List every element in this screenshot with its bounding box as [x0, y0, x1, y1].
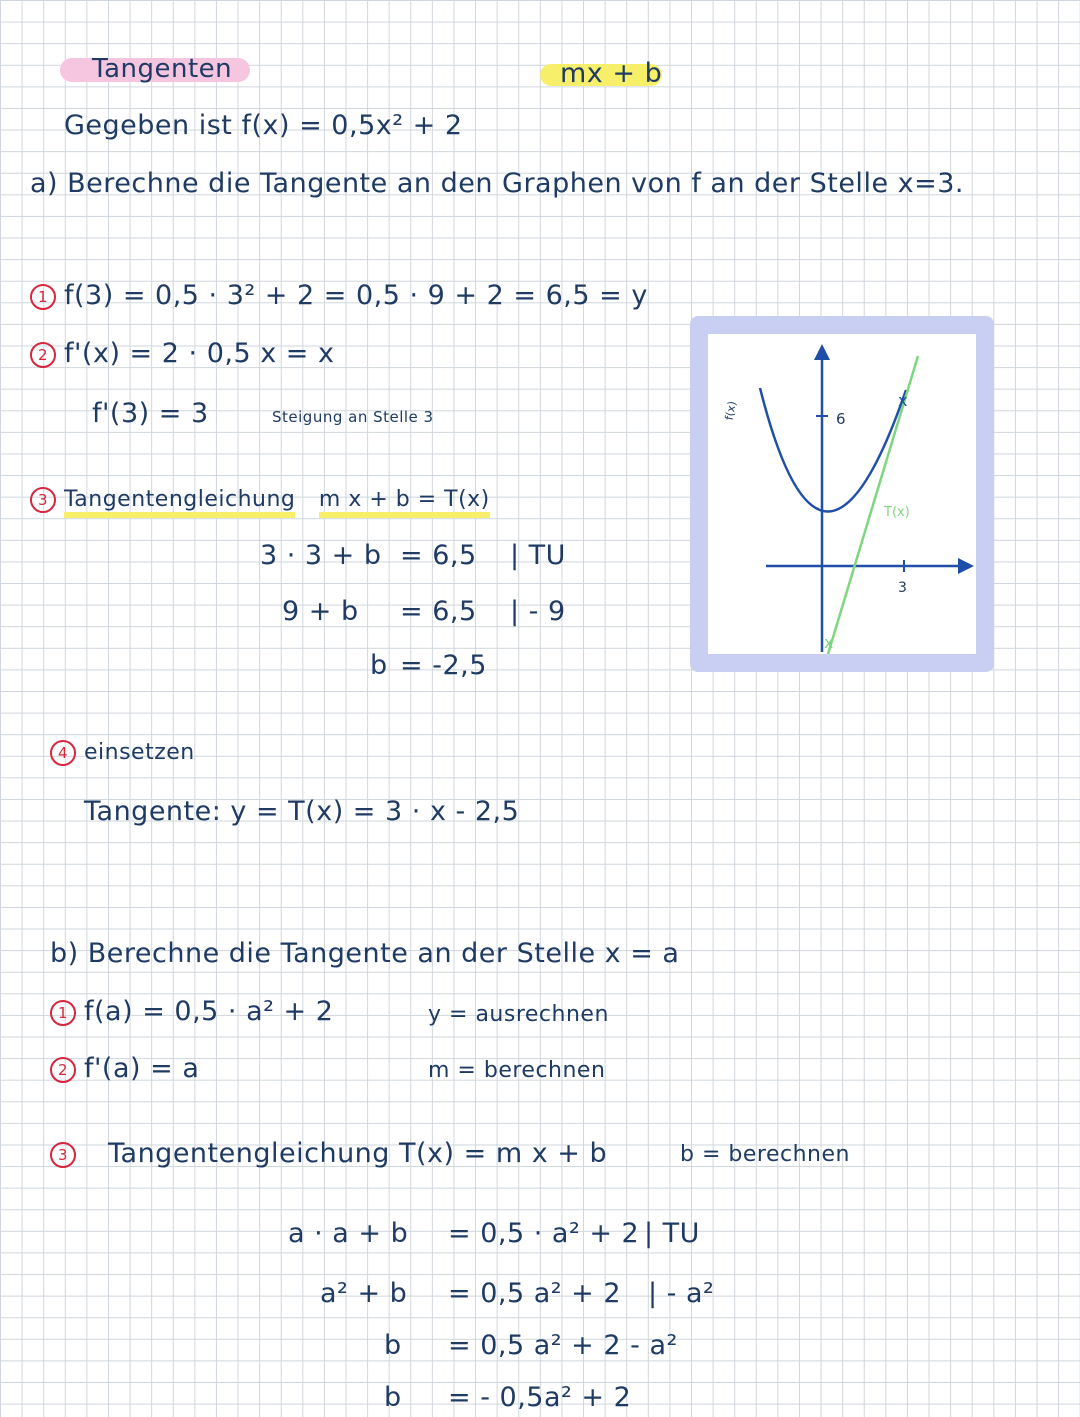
- task-b: b) Berechne die Tangente an der Stelle x = a: [50, 938, 680, 969]
- step-a4-label: einsetzen: [84, 740, 195, 765]
- step-a2: [30, 340, 334, 368]
- step-b2-text: f'(a) = a: [84, 1053, 200, 1084]
- tangent-mark: x: [824, 633, 834, 652]
- step-a1: [30, 282, 648, 310]
- eq-b1-right: = 0,5 · a² + 2: [448, 1218, 640, 1249]
- step-a4: [50, 740, 195, 766]
- step-a2-text: f'(x) = 2 · 0,5 x = x: [64, 338, 335, 369]
- tangent-mark: x: [898, 391, 908, 410]
- step-number: 1: [50, 1000, 76, 1026]
- step-b1-note: y = ausrechnen: [428, 1002, 609, 1027]
- eq-b1-op: | TU: [644, 1218, 700, 1249]
- eq-b4-right: = - 0,5a² + 2: [448, 1382, 632, 1413]
- x-axis-arrow: [958, 558, 974, 574]
- step-number: 3: [50, 1142, 76, 1168]
- eq-b4-left: b: [384, 1382, 402, 1413]
- step-a2-note: Steigung an Stelle 3: [272, 408, 434, 426]
- tangent-label: T(x): [884, 505, 910, 520]
- step-b1-text: f(a) = 0,5 · a² + 2: [84, 996, 334, 1027]
- eq-b3-right: = 0,5 a² + 2 - a²: [448, 1330, 678, 1361]
- eq-a2-op: | - 9: [510, 596, 566, 627]
- step-a3-formula: m x + b = T(x): [319, 487, 490, 518]
- graph-area: [708, 334, 976, 654]
- tangent-result: Tangente: y = T(x) = 3 · x - 2,5: [84, 796, 520, 827]
- step-b2-note: m = berechnen: [428, 1058, 606, 1083]
- step-number: 2: [50, 1057, 76, 1083]
- eq-b2-left: a² + b: [320, 1278, 408, 1309]
- task-a: a) Berechne die Tangente an den Graphen von f an der Stelle x=3.: [30, 168, 964, 199]
- step-a2-derivative-value: f'(3) = 3: [92, 398, 209, 429]
- given-function: Gegeben ist f(x) = 0,5x² + 2: [64, 110, 463, 141]
- tick-label-y: 6: [836, 410, 846, 428]
- eq-a3-left: b: [370, 650, 388, 681]
- tangent-graph: [708, 334, 976, 654]
- eq-a1-op: | TU: [510, 540, 566, 571]
- eq-a2-left: 9 + b: [282, 596, 359, 627]
- step-b3-text: Tangentengleichung T(x) = m x + b: [108, 1138, 608, 1169]
- tick-label-x: 3: [898, 580, 907, 596]
- eq-b2-op: | - a²: [648, 1278, 715, 1309]
- formula-tag: mx + b: [560, 58, 663, 89]
- step-number: 1: [30, 284, 56, 310]
- step-a1-text: f(3) = 0,5 · 3² + 2 = 0,5 · 9 + 2 = 6,5 = y: [64, 280, 648, 311]
- eq-a3-right: = -2,5: [400, 650, 487, 681]
- step-number: 3: [30, 487, 56, 513]
- graph-frame: [690, 316, 994, 672]
- eq-a2-right: = 6,5: [400, 596, 477, 627]
- parabola-curve: [760, 388, 906, 512]
- eq-b1-left: a · a + b: [288, 1218, 409, 1249]
- step-a3-label: Tangentengleichung: [64, 487, 295, 518]
- eq-a1-right: = 6,5: [400, 540, 477, 571]
- step-b3-note: b = berechnen: [680, 1142, 850, 1167]
- y-axis-arrow: [814, 344, 830, 360]
- step-a3: [30, 487, 490, 513]
- curve-label: f(x): [722, 400, 739, 422]
- step-b2: [50, 1055, 199, 1083]
- eq-a1-left: 3 · 3 + b: [260, 540, 382, 571]
- step-number: 4: [50, 740, 76, 766]
- step-number: 2: [30, 342, 56, 368]
- step-b1: [50, 998, 333, 1026]
- step-b3: [50, 1140, 607, 1168]
- eq-b2-right: = 0,5 a² + 2: [448, 1278, 622, 1309]
- page-title: Tangenten: [92, 54, 233, 84]
- eq-b3-left: b: [384, 1330, 402, 1361]
